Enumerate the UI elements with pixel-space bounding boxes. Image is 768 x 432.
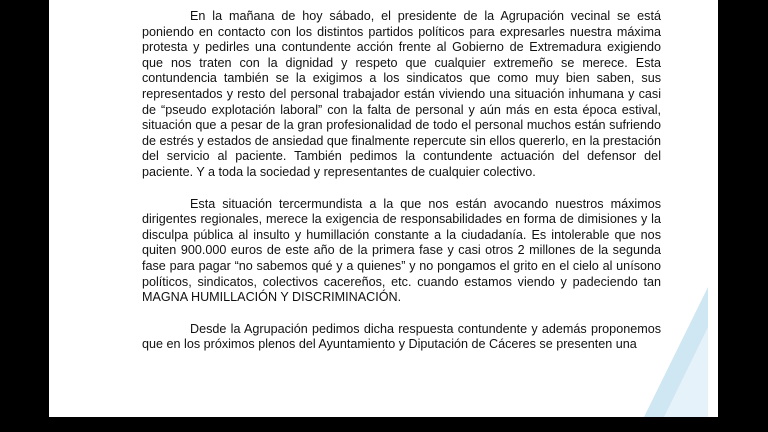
- paragraph-3: Desde la Agrupación pedimos dicha respuesta contundente y además proponemos que en los próximos plenos del Ayuntamiento y Diputación de Cáceres se presenten una: [142, 321, 661, 352]
- paragraph-gap: [142, 306, 661, 322]
- document-body: [142, 9, 661, 353]
- paragraph-1: En la mañana de hoy sábado, el presidente de la Agrupación vecinal se está poniendo en contacto con los distintos partidos políticos para expresarles nuestra máxima protesta y pedirles una contundente acción frente al Gobierno de Extremadura exigiendo que nos traten con la dignidad y respeto que cualquier extremeño se merece. Esta contundencia también se la exigimos a los sindicatos que como muy bien saben, sus representados y resto del personal trabajador están viviendo una situación inhumana y casi de “pseudo explotación laboral” con la falta de personal y aún más en esta época estival, situación que a pesar de la gran profesionalidad de todo el personal muchos están sufriendo de estrés y estados de ansiedad que finalmente repercute sin ellos quererlo, en la prestación del servicio al paciente. También pedimos la contundente actuación del defensor del paciente. Y a toda la sociedad y representantes de cualquier colectivo.: [142, 9, 661, 179]
- paragraph-gap: [142, 181, 661, 197]
- paragraph-2: Esta situación tercermundista a la que nos están avocando nuestros máximos dirigentes regionales, merece la exigencia de responsabilidades en forma de dimisiones y la disculpa pública al insulto y humillación constante a la ciudadanía. Es intolerable que nos quiten 900.000 euros de este año de la primera fase y casi otros 2 millones de la segunda fase para pagar “no sabemos qué y a quienes” y no pongamos el grito en el cielo al unísono políticos, sindicatos, colectivos cacereños, etc. cuando estamos viendo y padeciendo tan MAGNA HUMILLACIÓN Y DISCRIMINACIÓN.: [142, 196, 661, 305]
- document-page: [49, 0, 718, 417]
